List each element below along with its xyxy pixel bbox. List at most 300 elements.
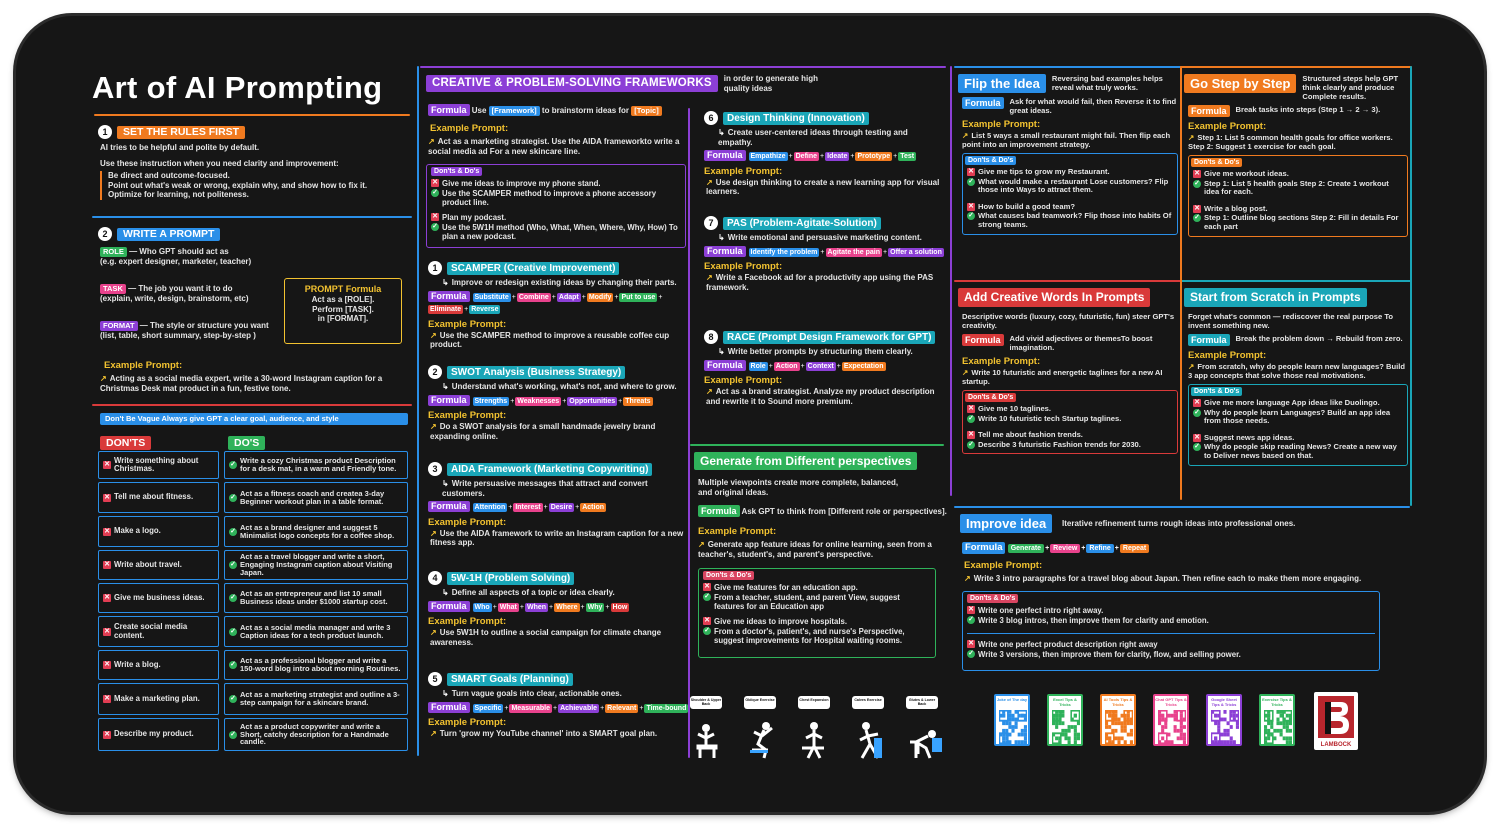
arrow-icon: ↳ [718,128,725,137]
rules-bullets [100,171,410,200]
check-icon: ✓ [230,561,236,568]
x-icon: ✕ [104,493,110,501]
center-divider [950,66,952,496]
do-text: Act as a brand designer and suggest 5 Minimalist logo concepts for a coffee shop. [240,522,395,540]
prompt-formula-3: in [FORMAT]. [317,314,369,324]
step-formula [1188,105,1410,117]
improve-do-1 [967,616,1375,625]
plus-icon: + [605,603,610,611]
framework-header [428,672,690,686]
formula-tag: Formula [428,395,470,406]
exercise-label: Calves Exercise [852,696,884,709]
scratch-example-text: From scratch, why do people learn new languages? Build 3 app concepts that solve those real motivations. [1188,362,1405,380]
framework-example-label: Example Prompt: [428,717,507,729]
framework-formula [704,150,944,163]
check-icon: ✓ [968,650,974,657]
formula-part: Offer a solution [890,248,942,256]
framework-desc [442,278,690,288]
x-icon: ✕ [968,405,974,412]
formula-tag: Formula [428,601,470,612]
do-row [967,415,1173,424]
format-desc: — The style or structure you want [139,321,269,330]
formula-part: Specific [474,704,502,712]
do-row [1193,443,1403,460]
do-row [967,212,1173,229]
prompt-formula-2: Perform [TASK]. [312,304,374,314]
flip-card [958,68,1180,235]
dont-item [98,451,219,479]
prompt-formula-title: PROMPT Formula [304,284,382,294]
qr-icon [1211,710,1237,741]
flip-title: Flip the Idea [958,74,1046,93]
qr-caption: Chat GPT Tips & Tricks [1155,697,1187,707]
framework-title: Design Thinking (Innovation) [723,112,869,125]
gen-formula-line [698,505,947,517]
flip-sub: Reversing bad examples helps reveal what truly works. [1051,74,1163,92]
rules-divider [92,216,412,218]
step-header [1184,74,1410,101]
formula-part: Empathize [750,153,786,161]
gen-example-text: Generate app feature ideas for online learning, seen from a teacher's, student's, and parent's perspective. [698,540,932,559]
do-row [967,441,1173,450]
scratch-title: Start from Scratch in Prompts [1184,288,1367,307]
improve-dont-2 [967,640,1375,649]
cf-header [426,74,842,93]
framework-block [704,111,944,197]
framework-number: 7 [704,216,718,230]
desk-mat [16,16,1484,812]
framework-example [706,178,944,197]
donts-label: DON'TS [100,436,151,450]
plus-icon: + [551,293,556,301]
do-text: Act as a fitness coach and createa 3-day Beginner workout plan in a table format. [240,488,385,506]
plus-icon: + [508,504,513,512]
framework-example-text: Use the AIDA framework to write an Instagram caption for a new fitness app. [430,528,684,548]
do-row [967,178,1173,195]
check-icon: ✓ [230,461,236,468]
dont-row [1193,399,1403,408]
qr-code[interactable] [1259,694,1295,746]
cf-do-2 [431,223,681,241]
framework-block [704,216,944,292]
exercise-figure [900,696,944,760]
gen-dont-2 [703,617,931,626]
plus-icon: + [510,397,515,405]
gen-title: Generate from Different perspectives [694,452,917,470]
exercise-figure [846,696,890,760]
exercise-icon [740,708,780,760]
dos-label: DO'S [228,436,265,450]
framework-title: RACE (Prompt Design Framework for GPT) [723,331,935,344]
vague-banner: Don't Be Vague Always give GPT a clear goal, audience, and style [100,413,408,425]
cf-do-1-text: Use the SCAMPER method to improve a phone accessory product line. [442,189,657,207]
framework-title: SWOT Analysis (Business Strategy) [447,366,625,379]
qr-caption: Google Sheet Tips & Tricks [1211,697,1237,707]
plus-icon: + [581,293,586,301]
formula-part: Eliminate [430,306,462,314]
left-col-divider [417,66,419,756]
dont-row [1193,205,1403,214]
dont-text: Make a marketing plan. [114,693,200,703]
task-tag: TASK [100,284,126,294]
framework-number: 5 [428,672,442,686]
x-icon: ✕ [104,561,110,568]
formula-part: Interest [515,504,541,512]
flip-dd-tag: Don'ts & Do's [965,156,1016,165]
dont-item [98,718,219,751]
formula-part: Substitute [474,293,509,301]
write-example [100,374,400,393]
framework-desc-text: Understand what's working, what's not, and where to grow. [451,382,677,391]
formula-part: Repeat [1120,544,1149,553]
do-text: Act as an entrepreneur and list 10 small Business ideas under $1000 startup cost. [240,589,388,606]
dont-item [98,650,219,680]
scratch-card [1184,282,1410,466]
step-sub: Structured steps help GPT think clearly and produce Complete results. [1302,74,1399,101]
dont-item [98,583,219,613]
mid-col-divider [688,108,690,758]
dont-row [1193,170,1403,179]
scratch-sub: Forget what's common — rediscover the real purpose To invent something new. [1188,312,1394,330]
flip-example [962,131,1180,149]
step-formula-text: Break tasks into steps (Step 1 → 2 → 3). [1235,105,1381,114]
rules-bullet-3: Optimize for learning, not politeness. [108,190,249,200]
cf-sub: in order to generate high quality ideas [723,74,819,93]
formula-part: Agitate the pain [827,248,881,256]
step-c2-text: Step 1: Outline blog sections Step 2: Fill in details For each part [1204,213,1399,231]
words-card [958,282,1180,454]
dont-item [98,616,219,647]
plus-icon: + [639,704,644,712]
exercise-figure [684,696,728,760]
plus-icon: + [1081,545,1086,552]
card-divider [1180,280,1412,282]
gen-do-1-text: From a teacher, student, and parent View, suggest features for an Education app [714,593,900,611]
framework-example [430,729,690,739]
framework-example-text: Use 5W1H to outline a social campaign for climate change awareness. [430,628,662,647]
scratch-c1-text: Why do people learn Languages? Build an app idea from those needs. [1204,407,1391,426]
arrow-icon: ↗ [1188,362,1195,371]
task-desc: — The job you want it to do [128,284,233,293]
x-icon: ✕ [968,640,974,647]
flip-header [958,74,1180,93]
gen-dd-tag: Don'ts & Do's [703,571,754,580]
step-c1-text: Step 1: List 5 health goals Step 2: Create 1 workout idea for each. [1204,178,1389,197]
formula-part: Attention [474,504,506,512]
arrow-icon: ↗ [428,137,435,146]
framework-formula [704,246,944,259]
prompt-formula-1: Act as a [ROLE]. [311,295,375,304]
cf-use: Use [471,106,487,115]
cf-dont-2 [431,213,681,222]
arrow-icon: ↗ [430,330,437,340]
formula-part: Desire [550,504,573,512]
qr-code[interactable] [1206,694,1242,746]
write-number: 2 [98,227,112,241]
do-item [224,616,408,647]
plus-icon: + [504,704,509,712]
check-icon: ✓ [230,661,236,668]
framework-number: 3 [428,462,442,476]
check-icon: ✓ [230,594,236,601]
rules-label: SET THE RULES FIRST [117,126,245,139]
arrow-icon: ↳ [442,689,449,698]
step-x1-text: Give me workout ideas. [1204,169,1289,178]
plus-icon: + [883,248,888,256]
words-c2-text: Describe 3 futuristic Fashion trends for 2030. [978,439,1141,449]
formula-part: Review [1050,544,1080,553]
framework-desc [718,233,944,243]
do-text: Write a cozy Christmas product Description for a desk mat, in a warm and Friendly tone. [240,456,397,473]
framework-header [704,111,944,125]
write-label: WRITE A PROMPT [117,228,220,241]
formula-part: Role [750,362,766,370]
cf-example-label: Example Prompt: [430,123,509,134]
step-example-label: Example Prompt: [1188,121,1267,132]
formula-part: Action [582,504,604,512]
role-line [100,247,300,267]
words-example [962,368,1180,386]
plus-icon: + [850,153,855,161]
qr-icon [1158,710,1184,741]
scratch-dd-tag: Don'ts & Do's [1191,387,1242,396]
x-icon: ✕ [1194,399,1200,406]
gen-desc: Multiple viewpoints create more complete, balanced, and original ideas. [698,478,899,497]
exercise-label: Chest Expansion [798,696,830,709]
flip-formula [962,97,1180,115]
formula-part: Test [900,153,915,161]
improve-example-label: Example Prompt: [964,560,1043,571]
framework-header [428,365,690,379]
prompt-formula-box [284,278,402,344]
do-item [224,718,408,751]
framework-desc-text: Turn vague goals into clear, actionable ones. [451,689,622,698]
plus-icon: + [820,248,825,256]
plus-icon: + [836,362,841,370]
words-sub: Descriptive words (luxury, cozy, futuristic, fun) steer GPT's creativity. [962,312,1175,330]
dont-row [967,203,1173,212]
formula-part: Define [795,153,818,161]
framework-formula [428,702,690,715]
framework-example-label: Example Prompt: [428,616,507,628]
right-divider [1180,66,1182,500]
framework-example [430,529,690,548]
framework-block [428,672,690,739]
step-card [1184,68,1410,237]
formula-part: What [499,603,517,611]
framework-block [428,462,690,548]
framework-formula [428,501,690,514]
formula-tag: Formula [962,334,1004,346]
formula-part: Expectation [843,362,884,370]
improve-do-2 [967,650,1375,659]
x-icon: ✕ [432,213,438,220]
check-icon: ✓ [432,223,438,230]
x-icon: ✕ [1194,433,1200,441]
dont-row [967,431,1173,440]
check-icon: ✓ [230,527,236,535]
gen-dont-2-text: Give me ideas to improve hospitals. [714,617,848,626]
words-example-label: Example Prompt: [962,356,1041,367]
scratch-formula [1188,334,1410,346]
framework-example [430,422,690,441]
gen-divider [690,444,944,446]
framework-desc [718,128,944,147]
scratch-formula-text: Break the problem down → Rebuild from zero. [1235,334,1403,343]
gen-formula: Ask GPT to think from [Different role or perspectives]. [741,507,947,516]
formula-part: Who [474,603,490,611]
flip-example-label: Example Prompt: [962,119,1041,130]
do-item [224,451,408,479]
arrow-icon: ↗ [100,374,107,383]
cf-do-2-text: Use the 5W1H method (Who, What, When, Where, Why, How) To plan a new podcast. [442,223,678,241]
title-underline [94,114,410,116]
formula-part: Weaknesses [517,397,560,405]
gen-do-1 [703,593,931,611]
right-edge [1410,66,1412,506]
formula-tag: Formula [1188,105,1230,117]
arrow-icon: ↳ [442,382,449,391]
framework-example-text: Use design thinking to create a new learning app for visual learners. [706,177,940,197]
flip-c1-text: What would make a restaurant Lose customers? Flip those into Ways to attract them. [978,176,1169,195]
framework-desc [442,479,690,498]
framework-example-text: Use the SCAMPER method to improve a reusable coffee cup product. [430,330,670,350]
arrow-icon: ↗ [706,177,713,187]
formula-tag: Formula [704,360,746,371]
exercise-label: Shoulder & Upper Back [690,696,722,709]
brand-name: LAMBOCK [1320,742,1352,748]
exercise-figure [792,696,836,760]
rules-bullet-2: Point out what's weak or wrong, explain why, and show how to fix it. [108,180,368,190]
step-dd-tag: Don'ts & Do's [1191,158,1242,167]
formula-tag: Formula [428,501,470,512]
gen-dd-box [698,568,936,658]
plus-icon: + [519,603,524,611]
qr-code[interactable] [1100,694,1136,746]
card-divider [954,66,1182,68]
arrow-icon: ↳ [718,347,725,356]
do-row [1193,409,1403,426]
format-tag: FORMAT [100,321,138,331]
do-item [224,583,408,613]
write-divider [92,404,412,406]
step-example-text: Step 1: List 5 common health goals for office workers. Step 2: Suggest 1 exercise for each goal. [1188,133,1393,151]
improve-sub: Iterative refinement turns rough ideas into professional ones. [1062,519,1296,528]
x-icon: ✕ [104,730,110,738]
qr-code[interactable] [1153,694,1189,746]
dont-row [1193,434,1403,443]
exercise-label: Glutes & Lower Back [906,696,938,709]
formula-part: Ideate [827,153,848,161]
cf-divider [420,66,946,68]
dont-row [967,168,1173,177]
plus-icon: + [549,603,554,611]
plus-icon: + [768,362,773,370]
formula-part: Relevant [607,704,637,712]
scratch-c2-text: Why do people skip reading News? Create a new way to Deliver news based on that. [1204,442,1397,460]
do-row [1193,180,1403,197]
framework-formula [428,291,690,316]
brand-mark-icon [1314,692,1358,742]
qr-code[interactable] [994,694,1030,746]
rules-bullet-1: Be direct and outcome-focused. [108,171,230,180]
x-icon: ✕ [432,179,438,186]
framework-example-label: Example Prompt: [428,318,507,330]
plus-icon: + [562,397,567,405]
arrow-icon: ↗ [1188,133,1195,142]
do-text: Act as a travel blogger and write a short, Engaging Instagram caption about Visiting Japan. [240,552,393,577]
framework-example [706,387,944,406]
x-icon: ✕ [968,606,974,613]
framework-example-label: Example Prompt: [704,165,783,177]
cf-title: CREATIVE & PROBLEM-SOLVING FRAMEWORKS [426,75,718,92]
check-icon: ✓ [230,695,236,702]
improve-divider [954,506,1410,508]
improve-formula-tag: Formula [962,542,1005,554]
page-title: Art of AI Prompting [92,70,383,105]
cf-example [428,137,694,156]
x-icon: ✕ [104,627,110,635]
check-icon: ✓ [968,440,974,448]
formula-part: Modify [588,293,612,301]
framework-number: 8 [704,330,718,344]
brand-logo [1314,692,1358,750]
step-title: Go Step by Step [1184,74,1296,93]
role-desc: — Who GPT should act as [129,247,229,256]
improve-dd-tag: Don'ts & Do's [967,594,1018,603]
x-icon: ✕ [104,461,110,468]
cf-topic: [Topic] [631,106,661,116]
arrow-icon: ↳ [718,233,725,242]
qr-code[interactable] [1047,694,1083,746]
cf-dd-box [426,164,686,248]
do-item [224,550,408,580]
cf-dont-2-text: Plan my podcast. [442,213,507,222]
plus-icon: + [543,504,548,512]
framework-block [428,365,690,441]
plus-icon: + [658,293,663,301]
framework-title: SCAMPER (Creative Improvement) [447,262,619,275]
qr-caption: AI Tools Tips & Tricks [1103,697,1133,707]
framework-title: 5W-1H (Problem Solving) [447,572,574,585]
gen-formula-tag: Formula [698,505,740,517]
words-dd-box [962,390,1178,454]
improve-example [964,574,1394,584]
framework-formula [704,360,944,373]
do-text: Act as a professional blogger and write a 150-word blog intro about morning Routines. [240,656,401,673]
framework-header [428,462,690,476]
arrow-icon: ↗ [706,273,713,283]
improve-title: Improve idea [960,514,1052,533]
check-icon: ✓ [230,627,236,635]
cf-formula-tag: Formula [428,104,470,116]
dont-text: Write a blog. [114,659,161,669]
check-icon: ✓ [1194,443,1200,451]
check-icon: ✓ [1194,214,1200,222]
arrow-icon: ↗ [430,528,437,538]
framework-desc [442,382,690,392]
x-icon: ✕ [968,431,974,439]
formula-part: Action [775,362,798,370]
arrow-icon: ↗ [962,131,969,140]
plus-icon: + [800,362,805,370]
formula-part: Reverse [471,306,499,314]
dont-text: Make a logo. [114,526,161,536]
framework-example-label: Example Prompt: [704,375,783,387]
x-icon: ✕ [104,695,110,702]
cf-framework: [Framework] [489,106,540,116]
scratch-dd-box [1188,384,1408,466]
